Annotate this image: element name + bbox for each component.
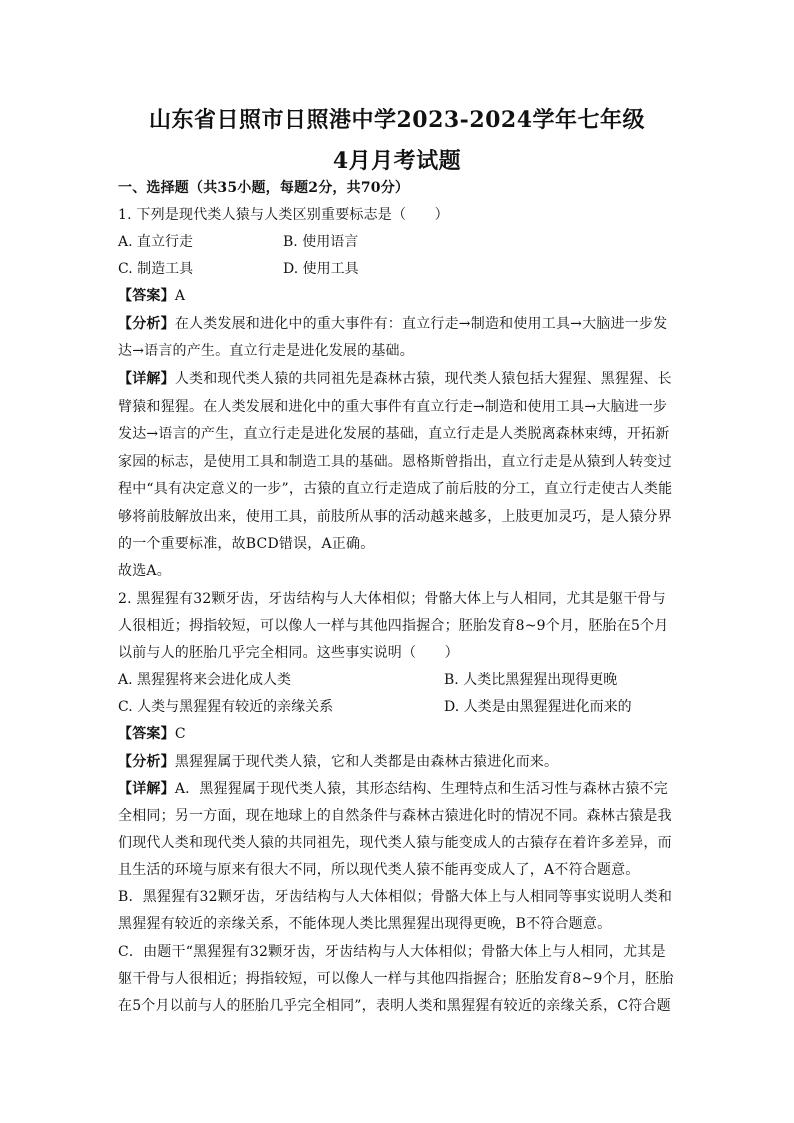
q1-option-b: B. 使用语言 — [283, 234, 359, 250]
q2-option-b: B. 人类比黑猩猩出现得更晚 — [444, 672, 618, 688]
q2-stem: 2. 黑猩猩有32颗牙齿，牙齿结构与人大体相似；骨骼大体上与人相同，尤其是躯干骨与 — [118, 591, 666, 607]
q1-conclusion: 故选A。 — [118, 563, 171, 579]
q2-detail-line: 们现代人类和现代类人猿的共同祖先，现代类人猿与能变成人的古猿存在着许多差异，而 — [118, 835, 672, 851]
q2-detail-line: 黑猩猩有较近的亲缘关系，不能体现人类比黑猩猩出现得更晚，B不符合题意。 — [118, 916, 612, 932]
q1-analysis-text: 在人类发展和进化中的重大事件有：直立行走→制造和使用工具→大脑进一步发 — [174, 316, 668, 332]
q2-option-a: A. 黑猩猩将来会进化成人类 — [118, 672, 292, 688]
q2-detail-line: 且生活的环境与原来有很大不同，所以现代类人猿不能再变成人了，A不符合题意。 — [118, 862, 640, 878]
answer-label: 【答案】 — [118, 726, 175, 742]
q2-option-d: D. 人类是由黑猩猩进化而来的 — [444, 699, 632, 715]
q1-analysis-cont: 达→语言的产生。直立行走是进化发展的基础。 — [118, 343, 414, 359]
q2-detail-line: 在5个月以前与人的胚胎几乎完全相同”，表明人类和黑猩猩有较近的亲缘关系，C符合题 — [118, 998, 671, 1014]
q1-detail-line: 够将前肢解放出来，使用工具，前肢所从事的活动越来越多，上肢更加灵巧，是人猿分界 — [118, 509, 672, 525]
q2-detail-line: C．由题干“黑猩猩有32颗牙齿，牙齿结构与人大体相似；骨骼大体上与人相同，尤其是 — [118, 944, 666, 960]
q1-detail-line: 的一个重要标准，故BCD错误，A正确。 — [118, 536, 375, 552]
q1-option-a: A. 直立行走 — [118, 234, 194, 250]
q2-analysis-text: 黑猩猩属于现代类人猿，它和人类都是由森林古猿进化而来。 — [174, 754, 559, 770]
q2-stem-line: 以前与人的胚胎几乎完全相同。这些事实说明（ ） — [118, 645, 459, 661]
q1-detail-line: 家园的标志，是使用工具和制造工具的基础。恩格斯曾指出，直立行走是从猿到人转变过 — [118, 454, 672, 470]
q2-detail-text: A．黑猩猩属于现代类人猿，其形态结构、生理特点和生活习性与森林古猿不完 — [174, 781, 668, 797]
section-heading: 一、选择题（共35小题，每题2分，共70分） — [118, 180, 410, 196]
q1-option-c: C. 制造工具 — [118, 261, 194, 277]
answer-label: 【答案】 — [118, 288, 175, 304]
q1-detail-line: 发达→语言的产生，直立行走是进化发展的基础，直立行走是人类脱离森林束缚，开拓新 — [118, 426, 670, 442]
q2-answer — [118, 724, 678, 744]
q1-answer-value: A — [174, 288, 186, 304]
q2-detail-line: 躯干骨与人很相近；拇指较短，可以像人一样与其他四指握合；胚胎发育8~9个月，胚胎 — [118, 971, 674, 987]
page-subtitle: 4月月考试题 — [332, 148, 462, 174]
q1-detail-text: 人类和现代类人猿的共同祖先是森林古猿，现代类人猿包括大猩猩、黑猩猩、长 — [174, 371, 672, 387]
q1-detail-line: 臂猿和猩猩。在人类发展和进化中的重大事件有直立行走→制造和使用工具→大脑进一步 — [118, 399, 668, 415]
q1-detail — [118, 369, 678, 389]
q2-option-c: C. 人类与黑猩猩有较近的亲缘关系 — [118, 699, 334, 715]
q2-analysis — [118, 752, 678, 772]
q2-stem-line: 人很相近；拇指较短，可以像人一样与其他四指握合；胚胎发育8~9个月，胚胎在5个月 — [118, 618, 669, 634]
detail-label: 【详解】 — [118, 781, 175, 797]
q1-option-d: D. 使用工具 — [283, 261, 359, 277]
q1-analysis — [118, 314, 678, 334]
page-title: 山东省日照市日照港中学2023-2024学年七年级 — [148, 107, 646, 133]
q1-answer — [118, 286, 678, 306]
detail-label: 【详解】 — [118, 371, 175, 387]
q1-stem: 1. 下列是现代类人猿与人类区别重要标志是（ ） — [118, 207, 449, 223]
q2-detail-line: 全相同；另一方面，现在地球上的自然条件与森林古猿进化时的情况不同。森林古猿是我 — [118, 808, 672, 824]
analysis-label: 【分析】 — [118, 316, 175, 332]
q2-detail-line: B．黑猩猩有32颗牙齿，牙齿结构与人大体相似；骨骼大体上与人相同等事实说明人类和 — [118, 889, 673, 905]
analysis-label: 【分析】 — [118, 754, 175, 770]
q2-detail — [118, 779, 678, 799]
q1-detail-line: 程中“具有决定意义的一步”，古猿的直立行走造成了前后肢的分工，直立行走使古人类能 — [118, 481, 673, 497]
q2-answer-value: C — [174, 726, 186, 742]
